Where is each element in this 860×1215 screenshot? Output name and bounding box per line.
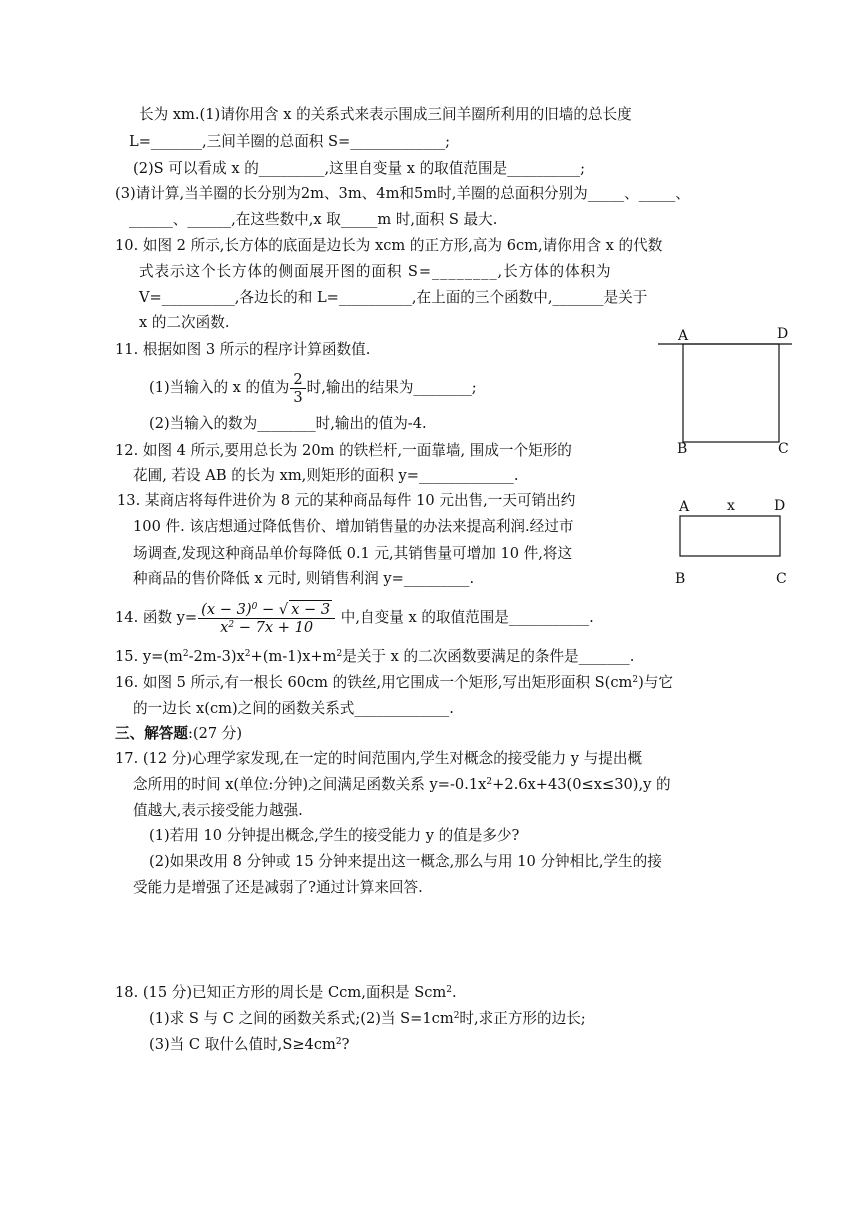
q18-sup-2: 2 bbox=[453, 1011, 460, 1021]
q17-line2-b: +2.6x+43(0≤x≤30),y 的 bbox=[492, 776, 671, 793]
label-d-small: D bbox=[774, 498, 786, 514]
q18-line2-b: 时,求正方形的边长; bbox=[459, 1010, 586, 1027]
section3-heading bbox=[115, 723, 242, 745]
q13-line4: 种商品的售价降低 x 元时, 则销售利润 y=_________. bbox=[133, 570, 475, 587]
q14-num-exponent: 0 bbox=[251, 601, 258, 612]
q14-num-base: (x − 3) bbox=[201, 600, 252, 618]
q12-line2: 花圃, 若设 AB 的长为 xm,则矩形的面积 y=_____________. bbox=[133, 467, 519, 484]
label-a: A bbox=[678, 328, 689, 344]
rectangle-x-figure bbox=[670, 492, 800, 592]
q15-part-c: +(m-1)x+m bbox=[250, 648, 337, 665]
label-c: C bbox=[778, 441, 789, 457]
q16-line1 bbox=[115, 672, 673, 694]
q9-line4: (3)请计算,当羊圈的长分别为2m、3m、4m和5m时,羊圈的总面积分别为_____、_____、 bbox=[115, 185, 690, 202]
q14-denominator bbox=[198, 619, 335, 636]
q16-line2: 的一边长 x(cm)之间的函数关系式_____________. bbox=[133, 700, 454, 717]
q14-fraction bbox=[198, 601, 335, 636]
q16-line1-b: )与它 bbox=[638, 674, 673, 691]
q18-line1 bbox=[115, 982, 457, 1004]
q18-sup-1: 2 bbox=[446, 985, 453, 995]
q14-den-rest: − 7x + 10 bbox=[234, 618, 314, 636]
q10-line4: x 的二次函数. bbox=[139, 314, 230, 331]
q17-line4: (1)若用 10 分钟提出概念,学生的接受能力 y 的值是多少? bbox=[149, 827, 520, 844]
q15-part-d: 是关于 x 的二次函数要满足的条件是_______. bbox=[342, 648, 635, 665]
label-a-small: A bbox=[679, 499, 690, 515]
q14-post: 中,自变量 x 的取值范围是___________. bbox=[336, 609, 594, 626]
section3-score: :(27 分) bbox=[187, 725, 243, 742]
q9-line2: L=_______,三间羊圈的总面积 S=_____________; bbox=[129, 133, 451, 150]
q17-line1: 17. (12 分)心理学家发现,在一定的时间范围内,学生对概念的接受能力 y 与提出概 bbox=[115, 750, 643, 767]
q14-den-x: x bbox=[220, 618, 229, 636]
fraction-denominator: 3 bbox=[293, 388, 303, 406]
q14-radicand: x − 3 bbox=[291, 600, 331, 618]
q15-part-b: -2m-3)x bbox=[188, 648, 245, 665]
label-b-small: B bbox=[675, 571, 686, 587]
q11-line2-pre: (1)当输入的 x 的值为 bbox=[149, 379, 290, 396]
label-c-small: C bbox=[776, 571, 787, 587]
sqrt-symbol-icon: √ bbox=[278, 600, 289, 618]
q16-sup: 2 bbox=[632, 675, 639, 685]
section3-title: 三、解答题 bbox=[115, 725, 188, 742]
wall-rectangle-figure bbox=[650, 320, 800, 460]
q13-line2: 100 件. 该店想通过降低售价、增加销售量的办法来提高利润.经过市 bbox=[133, 518, 574, 535]
q10-line3: V=__________,各边长的和 L=__________,在上面的三个函数中,_______是关于 bbox=[139, 289, 648, 306]
q15-sup-3: 2 bbox=[336, 649, 343, 659]
q17-line2 bbox=[133, 774, 671, 796]
label-d: D bbox=[777, 326, 789, 342]
q14-den-exponent: 2 bbox=[228, 619, 235, 630]
q11-line2-post: 时,输出的结果为________; bbox=[306, 379, 477, 396]
label-x: x bbox=[727, 498, 735, 514]
fraction-numerator: 2 bbox=[290, 371, 305, 389]
q17-sup: 2 bbox=[486, 777, 493, 787]
q12-line1: 12. 如图 4 所示,要用总长为 20m 的铁栏杆,一面靠墙, 围成一个矩形的 bbox=[115, 442, 572, 459]
q10-line2: 式表示这个长方体的侧面展开图的面积 S=________,长方体的体积为 bbox=[139, 263, 612, 280]
q18-line1-a: 18. (15 分)已知正方形的周长是 Ccm,面积是 Scm bbox=[115, 984, 447, 1001]
q14-pre: 14. 函数 y= bbox=[115, 609, 198, 626]
q18-line3-b: ? bbox=[341, 1036, 350, 1053]
q9-line3: (2)S 可以看成 x 的_________,这里自变量 x 的取值范围是__________; bbox=[133, 160, 586, 177]
q10-line1: 10. 如图 2 所示,长方体的底面是边长为 xcm 的正方形,高为 6cm,请你用含 x 的代数 bbox=[115, 237, 663, 254]
q13-line1: 13. 某商店将每件进价为 8 元的某种商品每件 10 元出售,一天可销出约 bbox=[117, 492, 576, 509]
q18-line2-a: (1)求 S 与 C 之间的函数关系式;(2)当 S=1cm bbox=[149, 1010, 454, 1027]
rectangle-shape-small bbox=[680, 516, 780, 556]
q17-line5: (2)如果改用 8 分钟或 15 分钟来提出这一概念,那么与用 10 分钟相比,学生的接 bbox=[149, 853, 662, 870]
rectangle-shape bbox=[683, 344, 779, 442]
q17-line6: 受能力是增强了还是减弱了?通过计算来回答. bbox=[133, 879, 423, 896]
q9-line5: ______、______,在这些数中,x 取_____m 时,面积 S 最大. bbox=[129, 211, 498, 228]
q14-numerator bbox=[198, 601, 335, 619]
q18-line3-a: (3)当 C 取什么值时,S≥4cm bbox=[149, 1036, 336, 1053]
q14-num-minus: − bbox=[257, 600, 279, 618]
q18-line2 bbox=[149, 1008, 586, 1030]
q17-line2-a: 念所用的时间 x(单位:分钟)之间满足函数关系 y=-0.1x bbox=[133, 776, 487, 793]
q11-line1: 11. 根据如图 3 所示的程序计算函数值. bbox=[115, 341, 371, 358]
q18-line3 bbox=[149, 1034, 349, 1056]
q13-line3: 场调查,发现这种商品单价每降低 0.1 元,其销售量可增加 10 件,将这 bbox=[133, 545, 573, 562]
q15-sup-1: 2 bbox=[182, 649, 189, 659]
q15-part-a: 15. y=(m bbox=[115, 648, 183, 665]
q17-line3: 值越大,表示接受能力越强. bbox=[133, 802, 303, 819]
q11-line3: (2)当输入的数为________时,输出的值为-4. bbox=[149, 415, 427, 432]
q15-line bbox=[115, 646, 634, 668]
q14-line bbox=[115, 598, 594, 638]
q9-line1: 长为 xm.(1)请你用含 x 的关系式来表示围成三间羊圈所利用的旧墙的总长度 bbox=[139, 106, 632, 123]
q16-line1-a: 16. 如图 5 所示,有一根长 60cm 的铁丝,用它围成一个矩形,写出矩形面积 S(cm bbox=[115, 674, 633, 691]
q18-sup-3: 2 bbox=[335, 1037, 342, 1047]
fraction-two-thirds bbox=[290, 371, 305, 406]
q11-line2 bbox=[149, 368, 477, 408]
q18-line1-b: . bbox=[452, 984, 457, 1001]
label-b: B bbox=[677, 441, 688, 457]
q15-sup-2: 2 bbox=[244, 649, 251, 659]
